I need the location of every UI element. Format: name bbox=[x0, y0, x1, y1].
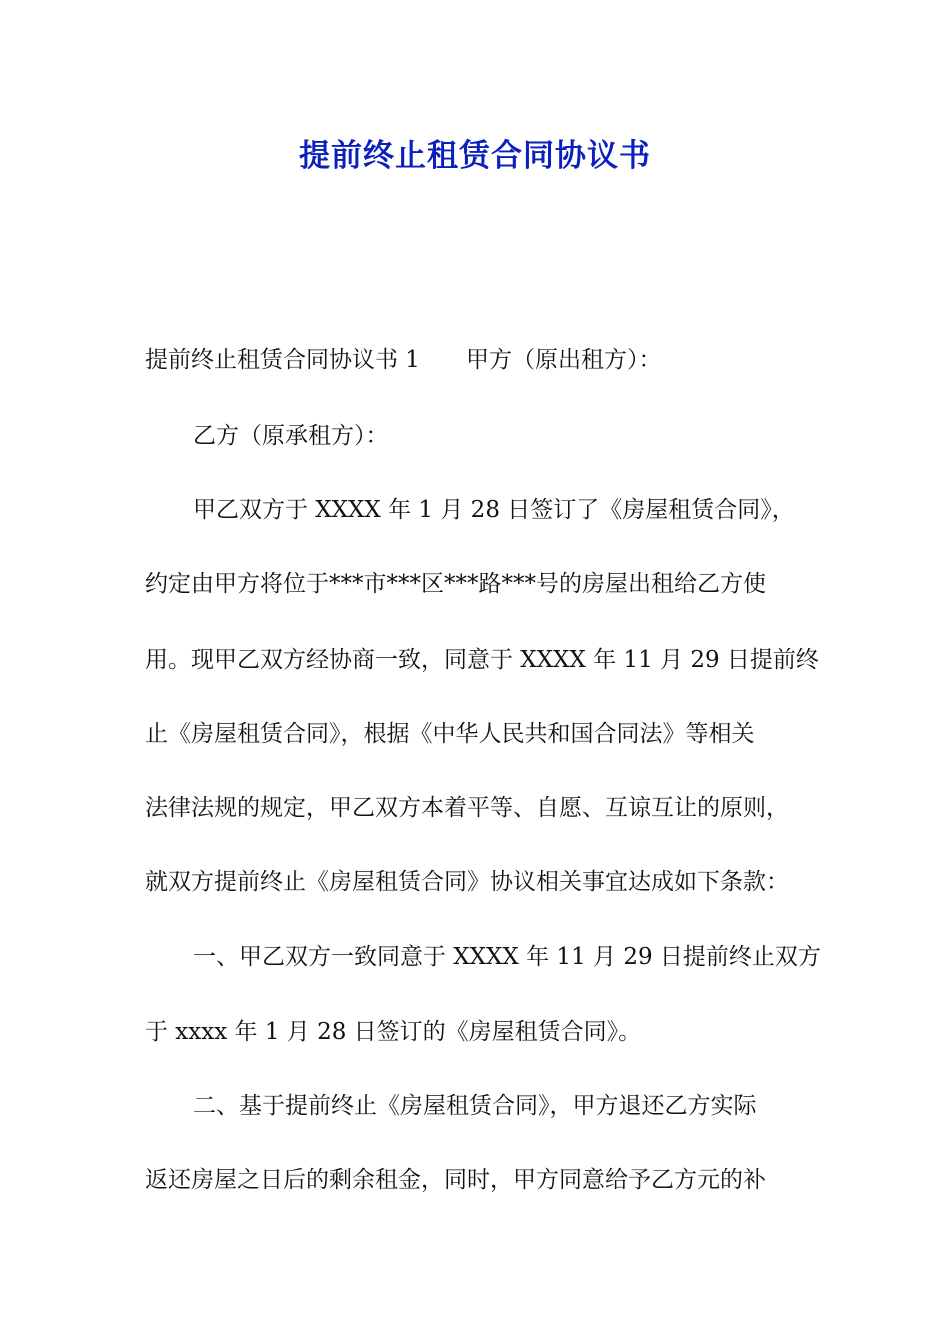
clause-line: 一、甲乙双方一致同意于 XXXX 年 11 月 29 日提前终止双方 bbox=[193, 944, 821, 970]
document-title: 提前终止租赁合同协议书 bbox=[299, 138, 651, 174]
party-b-label: 乙方（原承租方）： bbox=[193, 423, 389, 449]
agreement-number: 提前终止租赁合同协议书 1 bbox=[145, 347, 420, 373]
clause-line: 二、基于提前终止《房屋租赁合同》，甲方退还乙方实际 bbox=[193, 1093, 757, 1119]
paragraph-line: 止《房屋租赁合同》，根据《中华人民共和国合同法》等相关 bbox=[145, 721, 755, 747]
paragraph-line: 法律法规的规定，甲乙双方本着平等、自愿、互谅互让的原则， bbox=[145, 795, 789, 821]
paragraph-line: 就双方提前终止《房屋租赁合同》协议相关事宜达成如下条款： bbox=[145, 869, 789, 895]
paragraph-line: 甲乙双方于 XXXX 年 1 月 28 日签订了《房屋租赁合同》， bbox=[193, 497, 795, 523]
heading-line bbox=[145, 345, 835, 375]
clause-line: 于 xxxx 年 1 月 28 日签订的《房屋租赁合同》。 bbox=[145, 1019, 642, 1045]
paragraph-line: 用。现甲乙双方经协商一致，同意于 XXXX 年 11 月 29 日提前终 bbox=[145, 647, 819, 673]
party-a-label: 甲方（原出租方）： bbox=[465, 347, 662, 373]
paragraph-line: 约定由甲方将位于***市***区***路***号的房屋出租给乙方使 bbox=[145, 571, 766, 597]
clause-line: 返还房屋之日后的剩余租金，同时，甲方同意给予乙方元的补 bbox=[145, 1167, 766, 1193]
